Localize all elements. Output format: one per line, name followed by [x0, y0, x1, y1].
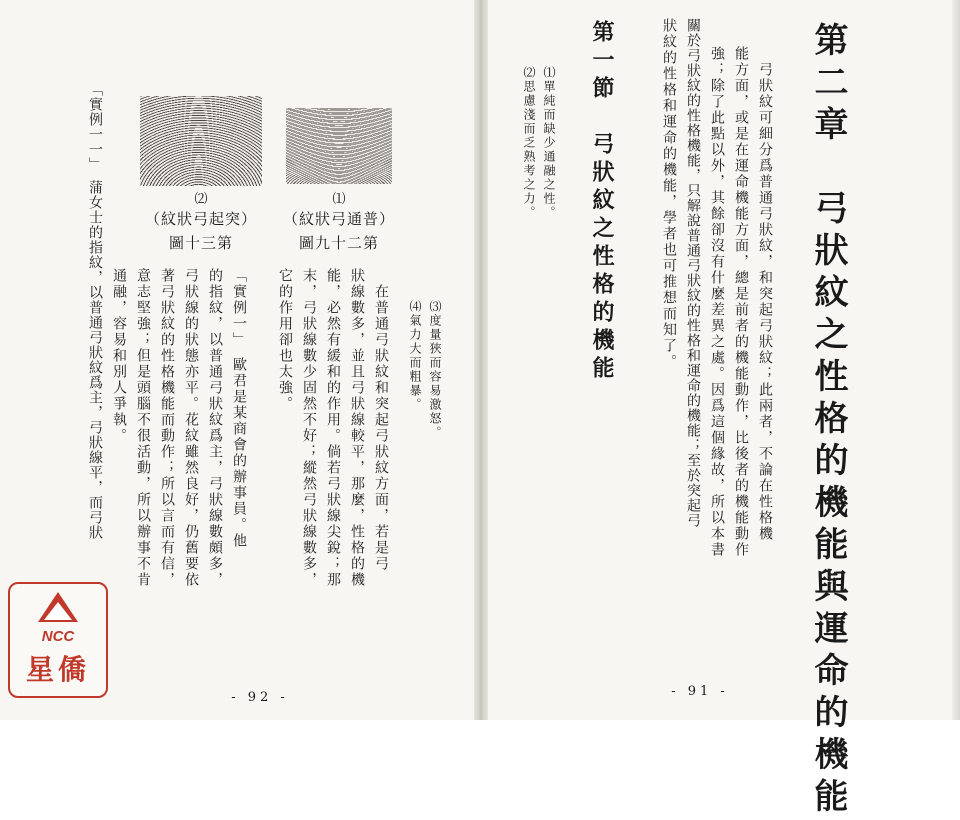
body-column: 弓狀線的狀態亦平。花紋雖然良好，仍舊要依	[183, 268, 199, 588]
intro-column-5: 狀紋的性格和運命的機能，學者也可推想而知了。	[661, 18, 677, 370]
intro-column-3: 強；除了此點以外，其餘卻沒有什麼差異之處。因爲這個緣故，所以本書	[709, 46, 725, 558]
fingerprint-image-arch	[286, 108, 392, 184]
list-item: ⑵思慮淺而乏熟考之力。	[522, 66, 536, 220]
body-column: 「實例一一」 蒲女士的指紋，以普通弓狀紋爲主，弓狀線平，而弓狀	[87, 82, 103, 540]
list-item: ⑷氣力大而粗暴。	[408, 300, 422, 412]
body-column: 能，必然有緩和的作用。倘若弓狀線尖銳；那	[325, 268, 341, 588]
body-column: 通融，容易和別人爭執。	[111, 268, 127, 444]
stamp-text: 星僑	[25, 653, 90, 686]
intro-column-4: 關於弓狀紋的性格機能，只解說普通弓狀紋的性格和運命的機能；至於突起弓	[685, 18, 701, 528]
body-column: 的指紋，以普通弓狀紋爲主，弓狀線數頗多，	[207, 268, 223, 588]
stamp-text: NCC	[41, 628, 75, 645]
body-column: 它的作用卻也太強。	[277, 268, 293, 412]
chapter-title: 第二章 弓狀紋之性格的機能與運命的機能	[808, 22, 848, 820]
figure-number: ⑴	[332, 192, 346, 207]
ncc-stamp-logo	[8, 582, 108, 698]
list-item: ⑴單純而缺少通融之性。	[542, 66, 556, 220]
body-column: 末，弓狀線數少固然不好；縱然弓狀線數多，	[301, 268, 317, 588]
figure-label: 圖十三第	[168, 234, 233, 252]
figure-caption: （紋狀弓起突）	[144, 210, 257, 228]
figure-caption: （紋狀弓通普）	[282, 210, 395, 228]
book-gutter	[474, 0, 488, 720]
section-title: 第一節 弓狀紋之性格的機能	[589, 20, 615, 384]
list-item: ⑶度量狹而容易激怒。	[428, 300, 442, 440]
intro-column-1: 弓狀紋可細分爲普通弓狀紋，和突起弓狀紋；此兩者，不論在性格機	[757, 46, 773, 542]
body-column: 著弓狀紋的性格機能而動作；所以言而有信，	[159, 268, 175, 588]
body-column: 意志堅強；但是頭腦不很活動，所以辦事不肯	[135, 268, 151, 588]
page-edge	[952, 0, 960, 720]
body-column: 「實例一」 歐君是某商會的辦事員。他	[231, 268, 247, 549]
body-column: 狀線數多，並且弓狀線較平，那麼，性格的機	[349, 268, 365, 588]
figure-number: ⑵	[194, 192, 208, 207]
page-number-91: - 91 -	[671, 684, 729, 699]
body-column: 在普通弓狀紋和突起弓狀紋方面，若是弓	[373, 268, 389, 572]
fingerprint-image-tented-arch	[140, 96, 262, 186]
figure-label: 圖九十二第	[298, 234, 379, 252]
page-number-92: - 92 -	[231, 690, 289, 705]
intro-column-2: 能方面，或是在運命機能方面，總是前者的機能動作，比後者的機能動作	[733, 46, 749, 558]
